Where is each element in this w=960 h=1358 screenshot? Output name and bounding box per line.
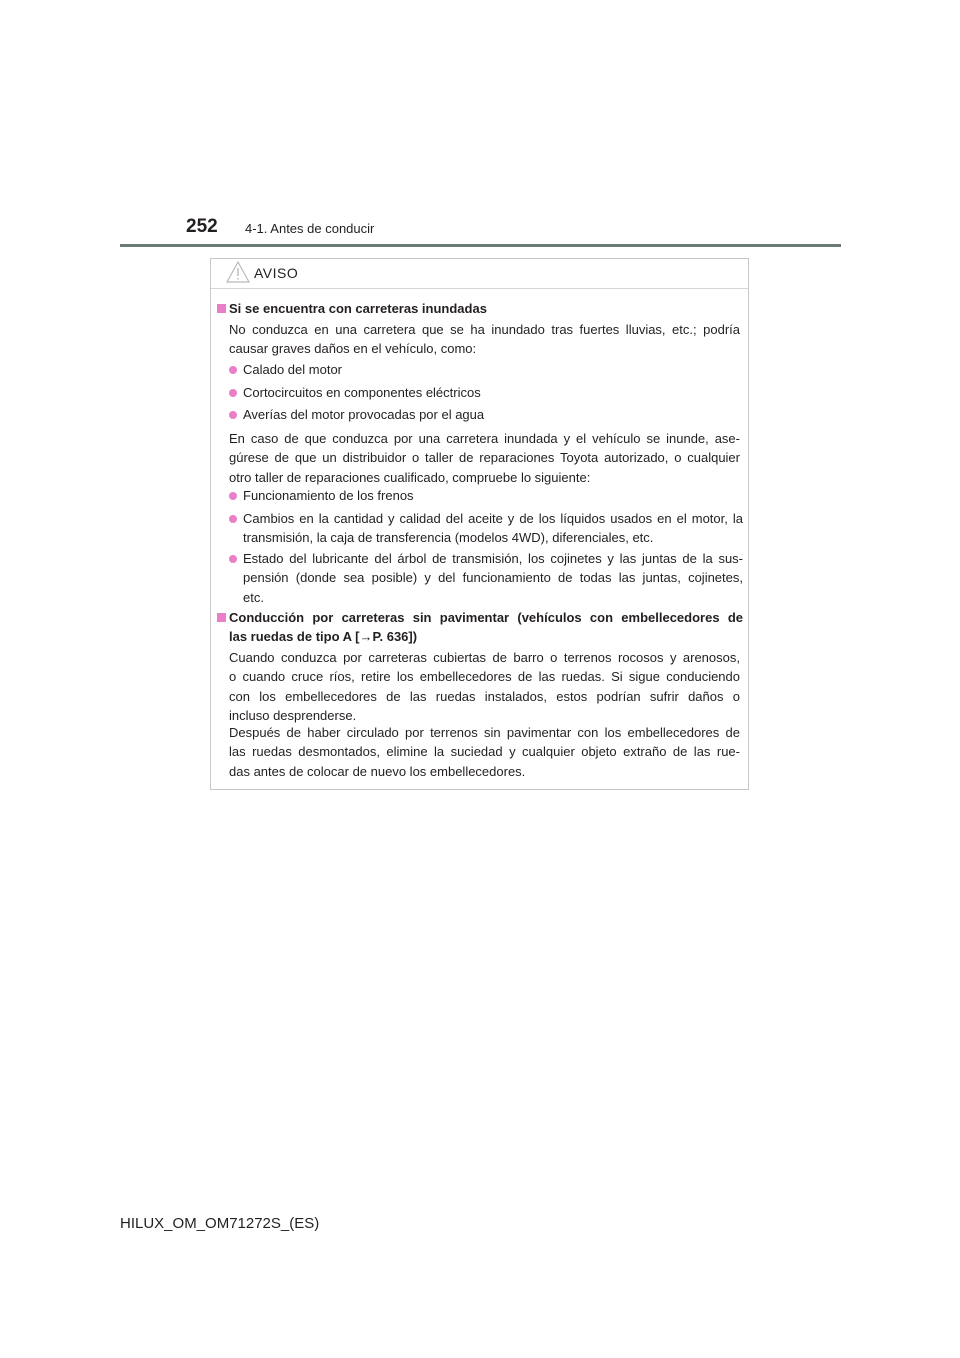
list-item: Cortocircuitos en componentes eléctricos (243, 385, 481, 400)
list-bullet-icon (229, 389, 237, 397)
section-paragraph: Después de haber circulado por terrenos sin pavimentar con los embellecedores de las ruedas desmontados, elimine la suciedad y cualquier objeto extraño de las rue- das antes de colocar de nuevo los embellecedores. (229, 725, 740, 779)
section-bullet-icon (217, 613, 226, 622)
list-bullet-icon (229, 515, 237, 523)
section-paragraph: Cuando conduzca por carreteras cubiertas de barro o terrenos rocosos y arenosos, o cuando cruce ríos, retire los embellecedores de las ruedas. Si sigue conduciendo con los embellecedores de las ruedas instalados, estos podrían sufrir daños o incluso desprenderse. (229, 650, 740, 723)
list-item: Funcionamiento de los frenos (243, 488, 414, 503)
list-item: Estado del lubricante del árbol de transmisión, los cojinetes y las juntas de la sus- pensión (donde sea posible) y del funcionamiento de todas las juntas, cojinetes, etc. (243, 551, 743, 605)
warning-triangle-icon (226, 261, 250, 283)
notice-header (211, 259, 748, 289)
list-bullet-icon (229, 366, 237, 374)
notice-box (210, 258, 749, 790)
list-item: Averías del motor provocadas por el agua (243, 407, 485, 422)
notice-label: AVISO (254, 265, 299, 281)
list-bullet-icon (229, 411, 237, 419)
list-item: Cambios en la cantidad y calidad del aceite y de los líquidos usados en el motor, la transmisión, la caja de transferencia (modelos 4WD), diferenciales, etc. (243, 511, 743, 546)
list-bullet-icon (229, 555, 237, 563)
section-paragraph: En caso de que conduzca por una carretera inundada y el vehículo se inunde, ase- gúrese de que un distribuidor o taller de reparaciones Toyota autorizado, o cualquier otro taller de reparaciones cualificado, compruebe lo siguiente: (229, 431, 740, 485)
section-heading: Conducción por carreteras sin pavimentar (vehículos con embellecedores de las ruedas de tipo A [→P. 636]) (229, 610, 743, 645)
footer-code: HILUX_OM_OM71272S_(ES) (120, 1215, 320, 1232)
page-number: 252 (186, 216, 218, 237)
section-title: 4-1. Antes de conducir (245, 221, 375, 236)
list-item: Calado del motor (243, 362, 342, 377)
section-intro: No conduzca en una carretera que se ha inundado tras fuertes lluvias, etc.; podría causar graves daños en el vehículo, como: (229, 322, 740, 357)
list-bullet-icon (229, 492, 237, 500)
header-rule (120, 244, 841, 247)
section-bullet-icon (217, 304, 226, 313)
section-heading: Si se encuentra con carreteras inundadas (229, 301, 487, 316)
